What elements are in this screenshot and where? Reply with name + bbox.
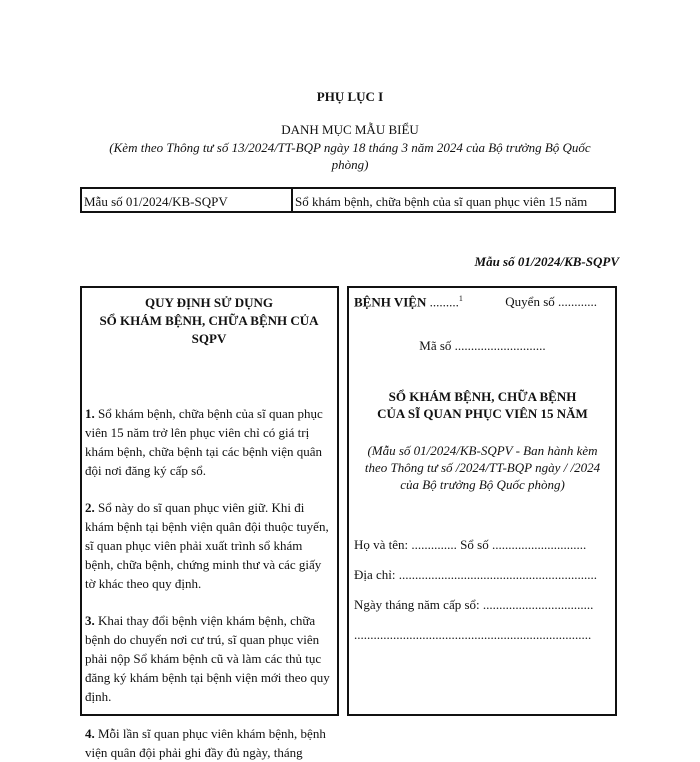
hospital-dots: ......... bbox=[426, 294, 459, 310]
book-number-field: Quyển số ............ bbox=[505, 294, 597, 309]
rule-number: 2. bbox=[85, 500, 95, 515]
hospital-field bbox=[354, 294, 463, 310]
rule-number: 4. bbox=[85, 726, 95, 741]
rule-item bbox=[85, 404, 333, 480]
rules-title bbox=[85, 294, 333, 348]
form-name-cell: Sổ khám bệnh, chữa bệnh của sĩ quan phục viên 15 năm bbox=[295, 194, 588, 209]
rule-text: Sổ khám bệnh, chữa bệnh của sĩ quan phục viên 15 năm trở lên phục viên chỉ có giá trị khám bệnh, chữa bệnh tại các bệnh viện quân đội nơi đăng ký cấp sổ. bbox=[85, 406, 323, 478]
rules-title-line2: SỔ KHÁM BỆNH, CHỮA BỆNH CỦA SQPV bbox=[99, 313, 319, 346]
book-note: (Mẫu số 01/2024/KB-SQPV - Ban hành kèm theo Thông tư số /2024/TT-BQP ngày / /2024 của Bộ trưởng Bộ Quốc phòng) bbox=[364, 443, 601, 493]
rules-title-line1: QUY ĐỊNH SỬ DỤNG bbox=[145, 295, 273, 310]
book-cover-panel bbox=[347, 286, 617, 716]
rule-item bbox=[85, 724, 333, 762]
rule-item bbox=[85, 611, 333, 706]
book-title-line1: SỔ KHÁM BỆNH, CHỮA BỆNH bbox=[388, 389, 577, 405]
hospital-row bbox=[354, 294, 611, 310]
hospital-label: BỆNH VIỆN bbox=[354, 294, 427, 310]
rule-number: 1. bbox=[85, 406, 95, 421]
footnote-mark: 1 bbox=[458, 294, 463, 303]
code-number-field: Mã số ............................ bbox=[419, 338, 546, 354]
form-list-table bbox=[80, 187, 616, 213]
address-field: Địa chỉ: ............................................................. bbox=[354, 567, 598, 583]
usage-rules-panel bbox=[80, 286, 339, 760]
rule-item bbox=[85, 498, 333, 593]
book-title bbox=[354, 388, 611, 422]
name-field: Họ và tên: .............. Sổ số ............................. bbox=[354, 537, 587, 553]
rule-text: Mỗi lần sĩ quan phục viên khám bệnh, bệnh viện quân đội phải ghi đầy đủ ngày, tháng bbox=[85, 726, 326, 760]
book-title-line2: CỦA SĨ QUAN PHỤC VIÊN 15 NĂM bbox=[377, 406, 588, 422]
form-code-label: Mẫu số 01/2024/KB-SQPV bbox=[474, 254, 619, 269]
page-subtitle: DANH MỤC MẪU BIỂU bbox=[281, 122, 419, 137]
blank-line-field: ......................................................................... bbox=[354, 627, 592, 643]
page-note: (Kèm theo Thông tư số 13/2024/TT-BQP ngày 18 tháng 3 năm 2024 của Bộ trưởng Bộ Quốc phòng) bbox=[109, 140, 591, 172]
issue-date-field: Ngày tháng năm cấp sổ: .................................. bbox=[354, 597, 594, 613]
rule-text: Khai thay đổi bệnh viện khám bệnh, chữa bệnh do chuyển nơi cư trú, sĩ quan phục viên phải nộp Sổ khám bệnh cũ và làm các thủ tục đăng ký khám bệnh tại bệnh viện mới theo quy định. bbox=[85, 613, 330, 704]
rule-text: Sổ này do sĩ quan phục viên giữ. Khi đi khám bệnh tại bệnh viện quân đội thuộc tuyến, sĩ quan phục viên phải xuất trình sổ khám bệnh, chữa bệnh, chứng minh thư và các giấy tờ khác theo quy định. bbox=[85, 500, 329, 591]
form-code-cell: Mẫu số 01/2024/KB-SQPV bbox=[82, 189, 293, 211]
page-title: PHỤ LỤC I bbox=[316, 89, 384, 104]
rule-number: 3. bbox=[85, 613, 95, 628]
